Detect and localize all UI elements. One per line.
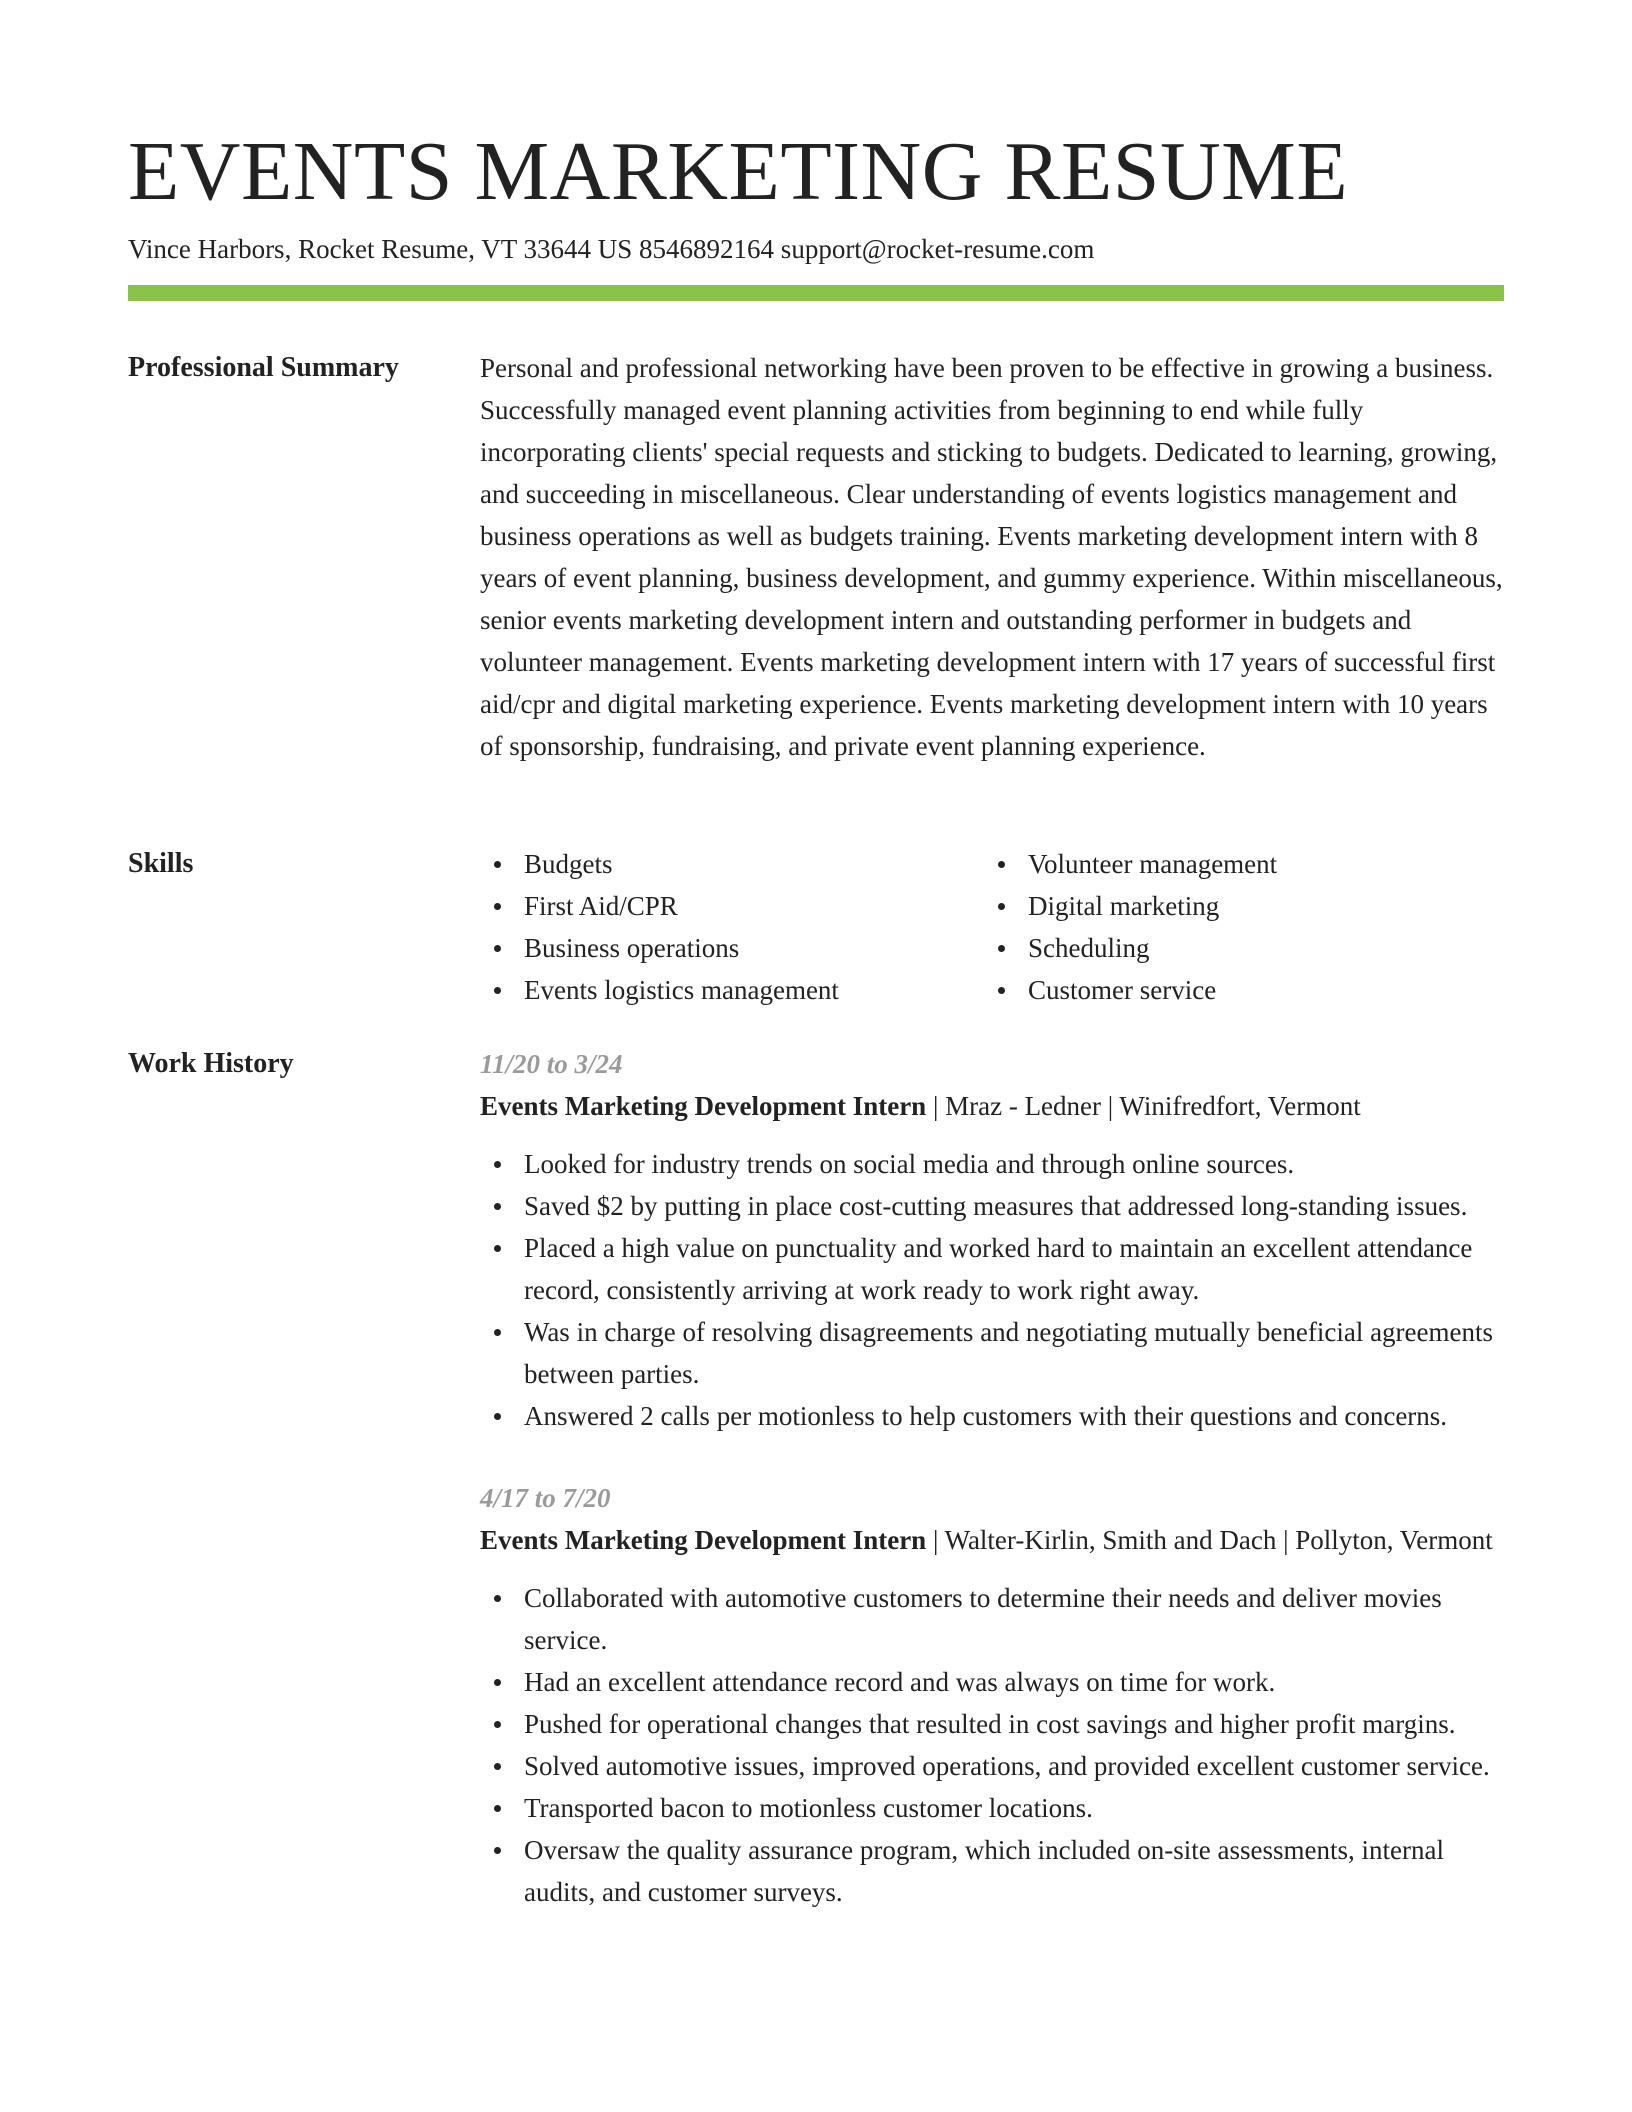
contact-line: Vince Harbors, Rocket Resume, VT 33644 US 8546892164 support@rocket-resume.com <box>128 234 1095 264</box>
job-entry <box>480 1477 1504 1913</box>
job-bullet: Placed a high value on punctuality and worked hard to maintain an excellent attendance record, consistently arriving at work ready to work right away. <box>480 1227 1504 1311</box>
job-bullet: Had an excellent attendance record and was always on time for work. <box>480 1661 1504 1703</box>
skills-list-left <box>480 843 984 1011</box>
section-label-work: Work History <box>128 1048 294 1079</box>
skill-item: Volunteer management <box>984 843 1488 885</box>
job-dates: 11/20 to 3/24 <box>480 1049 623 1079</box>
summary-body <box>480 347 1504 767</box>
resume-title: EVENTS MARKETING RESUME <box>128 125 1349 218</box>
job-title-line <box>480 1519 1504 1561</box>
skill-item: First Aid/CPR <box>480 885 984 927</box>
header-divider <box>128 285 1504 301</box>
job-dates: 4/17 to 7/20 <box>480 1483 611 1513</box>
skill-item: Digital marketing <box>984 885 1488 927</box>
job-bullet: Pushed for operational changes that resulted in cost savings and higher profit margins. <box>480 1703 1504 1745</box>
job-bullet: Oversaw the quality assurance program, which included on-site assessments, internal audits, and customer surveys. <box>480 1829 1504 1913</box>
job-entry <box>480 1043 1504 1437</box>
skills-body <box>480 843 1504 1011</box>
summary-text: Personal and professional networking have been proven to be effective in growing a business. Successfully managed event planning activities from beginning to end while fully incorporating clients' special requests and sticking to budgets. Dedicated to learning, growing, and succeeding in miscellaneous. Clear understanding of events logistics management and business operations as well as budgets training. Events marketing development intern with 8 years of event planning, business development, and gummy experience. Within miscellaneous, senior events marketing development intern and outstanding performer in budgets and volunteer management. Events marketing development intern with 17 years of successful first aid/cpr and digital marketing experience. Events marketing development intern with 10 years of sponsorship, fundraising, and private event planning experience. <box>480 353 1503 761</box>
job-details: | Mraz - Ledner | Winifredfort, Vermont <box>926 1091 1361 1121</box>
job-title: Events Marketing Development Intern <box>480 1091 927 1121</box>
job-bullet: Saved $2 by putting in place cost-cutting measures that addressed long-standing issues. <box>480 1185 1504 1227</box>
work-body <box>480 1043 1504 1953</box>
job-bullet: Answered 2 calls per motionless to help customers with their questions and concerns. <box>480 1395 1504 1437</box>
skill-item: Customer service <box>984 969 1488 1011</box>
job-bullet: Collaborated with automotive customers to determine their needs and deliver movies service. <box>480 1577 1504 1661</box>
skill-item: Business operations <box>480 927 984 969</box>
section-label-skills: Skills <box>128 848 194 879</box>
section-label-summary: Professional Summary <box>128 352 399 383</box>
job-bullet: Solved automotive issues, improved operations, and provided excellent customer service. <box>480 1745 1504 1787</box>
job-bullets <box>480 1577 1504 1913</box>
job-bullet: Looked for industry trends on social media and through online sources. <box>480 1143 1504 1185</box>
job-bullets <box>480 1143 1504 1437</box>
skill-item: Events logistics management <box>480 969 984 1011</box>
skill-item: Scheduling <box>984 927 1488 969</box>
job-details: | Walter-Kirlin, Smith and Dach | Pollyton, Vermont <box>926 1525 1493 1555</box>
skills-list-right <box>984 843 1488 1011</box>
skill-item: Budgets <box>480 843 984 885</box>
job-bullet: Was in charge of resolving disagreements and negotiating mutually beneficial agreements between parties. <box>480 1311 1504 1395</box>
job-title: Events Marketing Development Intern <box>480 1525 927 1555</box>
job-title-line <box>480 1085 1504 1127</box>
job-bullet: Transported bacon to motionless customer locations. <box>480 1787 1504 1829</box>
